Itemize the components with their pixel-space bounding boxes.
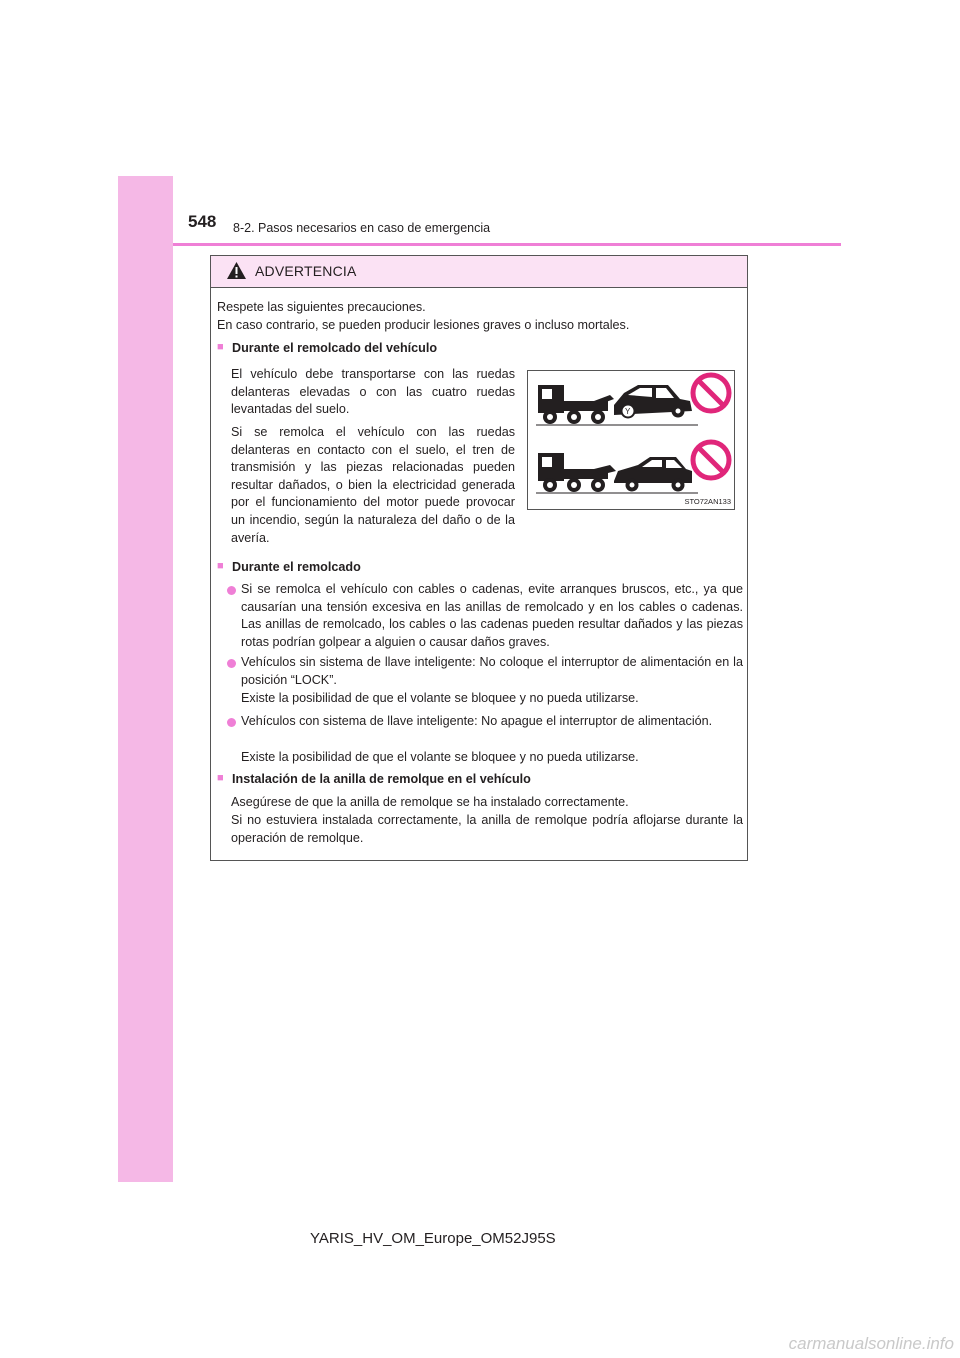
bullet-smart-key-note: Existe la posibilidad de que el volante se bloquee y no pueda utilizarse. [241, 750, 639, 764]
figure-code: STO72AN133 [684, 497, 731, 506]
warning-header [211, 256, 747, 288]
prohibition-icon-top [693, 375, 729, 411]
warning-triangle-icon [226, 261, 247, 280]
round-bullet-icon [227, 659, 236, 668]
bullet-no-smart-key-note: Existe la posibilidad de que el volante se bloquee y no pueda utilizarse. [241, 691, 639, 705]
heading-tow-eyelet: ■ Instalación de la anilla de remolque en el vehículo [217, 772, 531, 786]
heading-towing-vehicle: ■ Durante el remolcado del vehículo [217, 341, 438, 355]
tow-truck-top [538, 385, 614, 424]
svg-text:Y: Y [625, 407, 631, 416]
bullet-no-smart-key: Vehículos sin sistema de llave inteligente: No coloque el interruptor de alimentación en la posición “LOCK”. [241, 655, 743, 687]
paragraph-damage: Si se remolca el vehículo con las ruedas delanteras en contacto con el suelo, el tren de transmisión y las piezas relacionadas pueden resultar dañados, o bien la electricidad generada por el funcionamiento del motor puede provocar un incendio, según la naturaleza del daño o de la avería. [231, 425, 515, 545]
car-on-ground-bottom [614, 457, 692, 492]
document-id: YARIS_HV_OM_Europe_OM52J95S [310, 1230, 556, 1247]
bullet-cables-chains: Si se remolca el vehículo con cables o cadenas, evite arranques bruscos, etc., ya que causarían una tensión excesiva en las anillas de remolcado y en los cables o cadenas. Las anillas de remolcado, los cables o las cadenas pueden resultar dañados y las piezas rotas podrían golpear a alguien o causar daños graves. [241, 582, 743, 649]
towing-diagram [528, 371, 734, 509]
square-bullet-icon: ■ [217, 341, 224, 353]
intro-line-1: Respete las siguientes precauciones. [217, 300, 426, 314]
warning-box [210, 255, 748, 861]
header-rule [173, 243, 841, 246]
round-bullet-icon [227, 718, 236, 727]
car-lifted-top [614, 385, 692, 418]
watermark: carmanualsonline.info [788, 1334, 954, 1353]
warning-title: ADVERTENCIA [255, 263, 357, 279]
square-bullet-icon: ■ [217, 772, 224, 784]
intro-line-2: En caso contrario, se pueden producir lesiones graves o incluso mortales. [217, 318, 630, 332]
eyelet-line-1: Asegúrese de que la anilla de remolque se ha instalado correctamente. [231, 795, 629, 809]
heading-during-towing: ■ Durante el remolcado [217, 560, 361, 574]
bullet-smart-key: Vehículos con sistema de llave inteligente: No apague el interruptor de alimentación. [241, 714, 713, 728]
page-number: 548 [188, 212, 217, 231]
round-bullet-icon [227, 586, 236, 595]
tow-truck-bottom [538, 453, 616, 492]
eyelet-line-2: Si no estuviera instalada correctamente, la anilla de remolque podría aflojarse durante la operación de remolque. [231, 813, 743, 845]
towing-illustration [527, 370, 735, 510]
square-bullet-icon: ■ [217, 560, 224, 572]
side-color-band [118, 176, 173, 1182]
paragraph-transport: El vehículo debe transportarse con las ruedas delanteras elevadas o con las cuatro ruedas levantadas del suelo. [231, 367, 515, 417]
section-title: 8-2. Pasos necesarios en caso de emergencia [233, 221, 491, 235]
prohibition-icon-bottom [693, 442, 729, 478]
